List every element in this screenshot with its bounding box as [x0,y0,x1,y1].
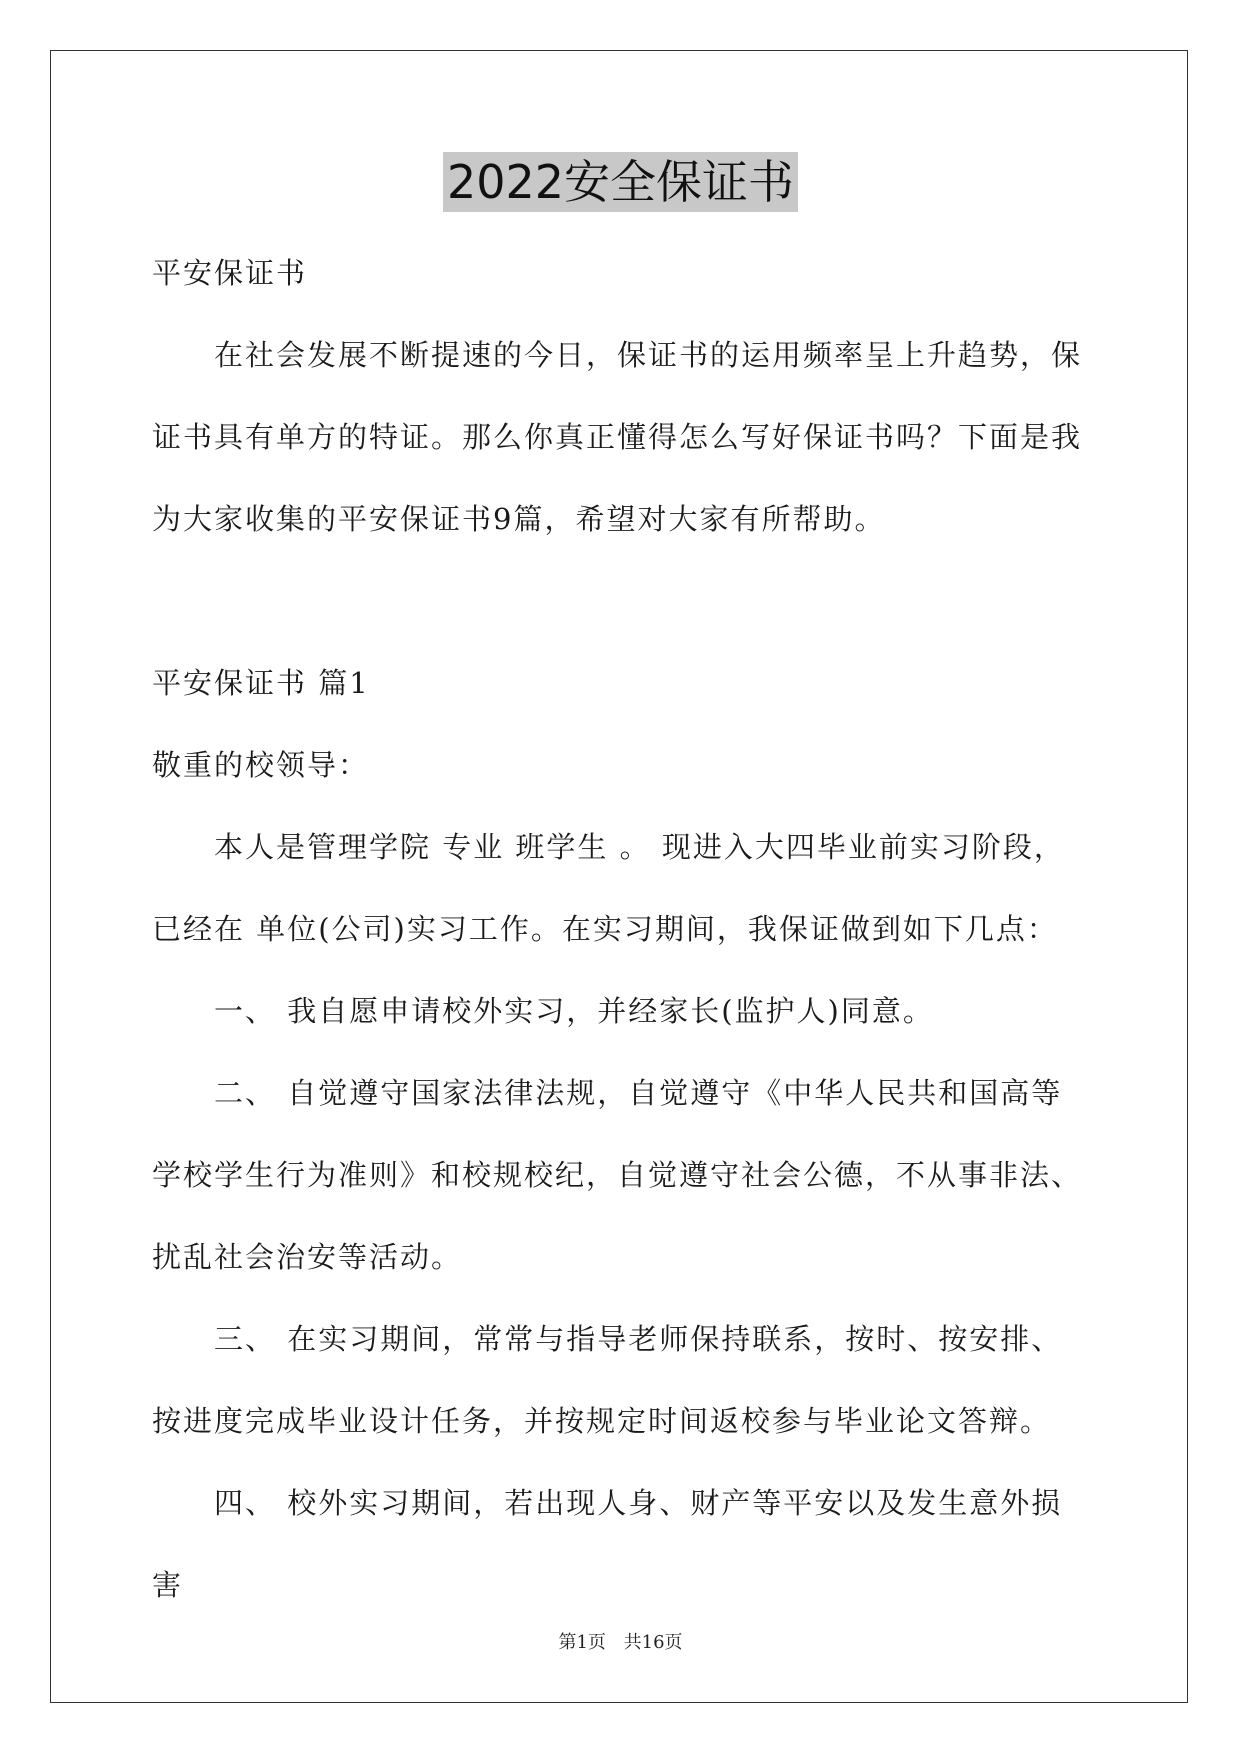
body-paragraph: 本人是管理学院 专业 班学生 。 现进入大四毕业前实习阶段，已经在 单位(公司)实习工作。在实习期间，我保证做到如下几点： [152,830,1065,946]
list-item-3: 三、 在实习期间，常常与指导老师保持联系，按时、按安排、按进度完成毕业设计任务，并按规定时间返校参与毕业论文答辩。 [152,1322,1063,1438]
page-total: 共16页 [623,1632,683,1653]
section-heading-1: 平安保证书 篇1 [152,666,370,700]
salutation: 敬重的校领导： [152,748,370,782]
blank-line [152,560,1087,642]
document-title: 2022安全保证书 [443,152,798,212]
intro-paragraph: 在社会发展不断提速的今日，保证书的运用频率呈上升趋势，保证书具有单方的特证。那么你真正懂得怎么写好保证书吗？下面是我为大家收集的平安保证书9篇，希望对大家有所帮助。 [152,338,1083,536]
document-body [152,232,1087,1626]
list-item-2: 二、 自觉遵守国家法律法规，自觉遵守《中华人民共和国高等学校学生行为准则》和校规校纪，自觉遵守社会公德，不从事非法、扰乱社会治安等活动。 [152,1076,1083,1274]
list-item-4: 四、 校外实习期间，若出现人身、财产等平安以及发生意外损害 [152,1486,1063,1602]
title-container [0,152,1241,212]
list-item-1: 一、 我自愿申请校外实习，并经家长(监护人)同意。 [214,994,934,1028]
page-number: 第1页 [558,1632,606,1653]
section-heading: 平安保证书 [152,256,308,290]
page-footer [0,1628,1241,1654]
